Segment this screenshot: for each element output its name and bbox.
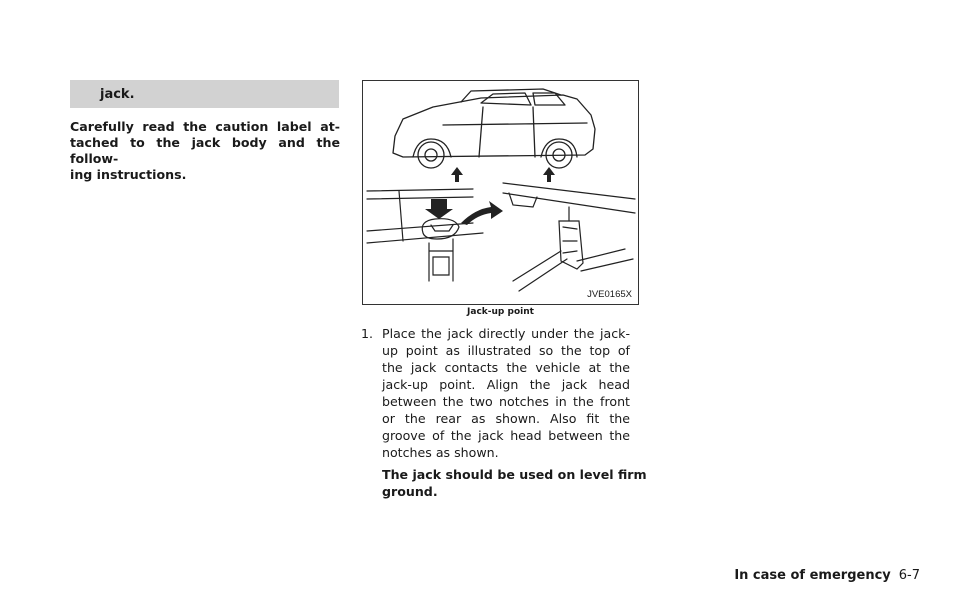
step-1: [361, 325, 647, 500]
jack-up-point-figure: [362, 80, 639, 305]
jack-point-arrows: [451, 167, 555, 182]
warning-text: jack.: [100, 87, 135, 102]
step-line: notches as shown.: [382, 445, 499, 460]
step-line: jack-up point. Align the jack head: [382, 377, 630, 392]
warning-line: The jack should be used on level firm: [382, 467, 647, 482]
section-title: In case of emergency: [734, 568, 891, 583]
intro-paragraph: [70, 119, 340, 183]
step-line: Place the jack directly under the jack-: [382, 326, 630, 341]
up-arrow-icon: [451, 167, 463, 182]
intro-line: Carefully read the caution label at-: [70, 119, 340, 134]
warning-line: ground.: [382, 484, 438, 499]
down-arrow-icon: [425, 199, 453, 219]
step-line: up point as illustrated so the top of: [382, 343, 630, 358]
up-arrow-icon: [543, 167, 555, 182]
step-line: or the rear as shown. Also fit the: [382, 411, 630, 426]
jack-up-illustration: [363, 81, 640, 306]
step-warning: [382, 466, 647, 500]
step-body: [382, 325, 647, 500]
step-line: between the two notches in the front: [382, 394, 630, 409]
curved-arrow-icon: [461, 201, 503, 225]
page-footer: [734, 568, 920, 583]
intro-line: tached to the jack body and the follow-: [70, 135, 340, 166]
step-line: groove of the jack head between the: [382, 428, 630, 443]
figure-caption: Jack-up point: [467, 307, 534, 317]
figure-code: JVE0165X: [587, 289, 632, 300]
car-door-lines: [443, 107, 587, 157]
front-wheel: [418, 142, 444, 168]
step-line: the jack contacts the vehicle at the: [382, 360, 630, 375]
intro-line: ing instructions.: [70, 167, 187, 182]
step-number: 1.: [361, 326, 374, 341]
page-number: 6-7: [898, 568, 920, 583]
